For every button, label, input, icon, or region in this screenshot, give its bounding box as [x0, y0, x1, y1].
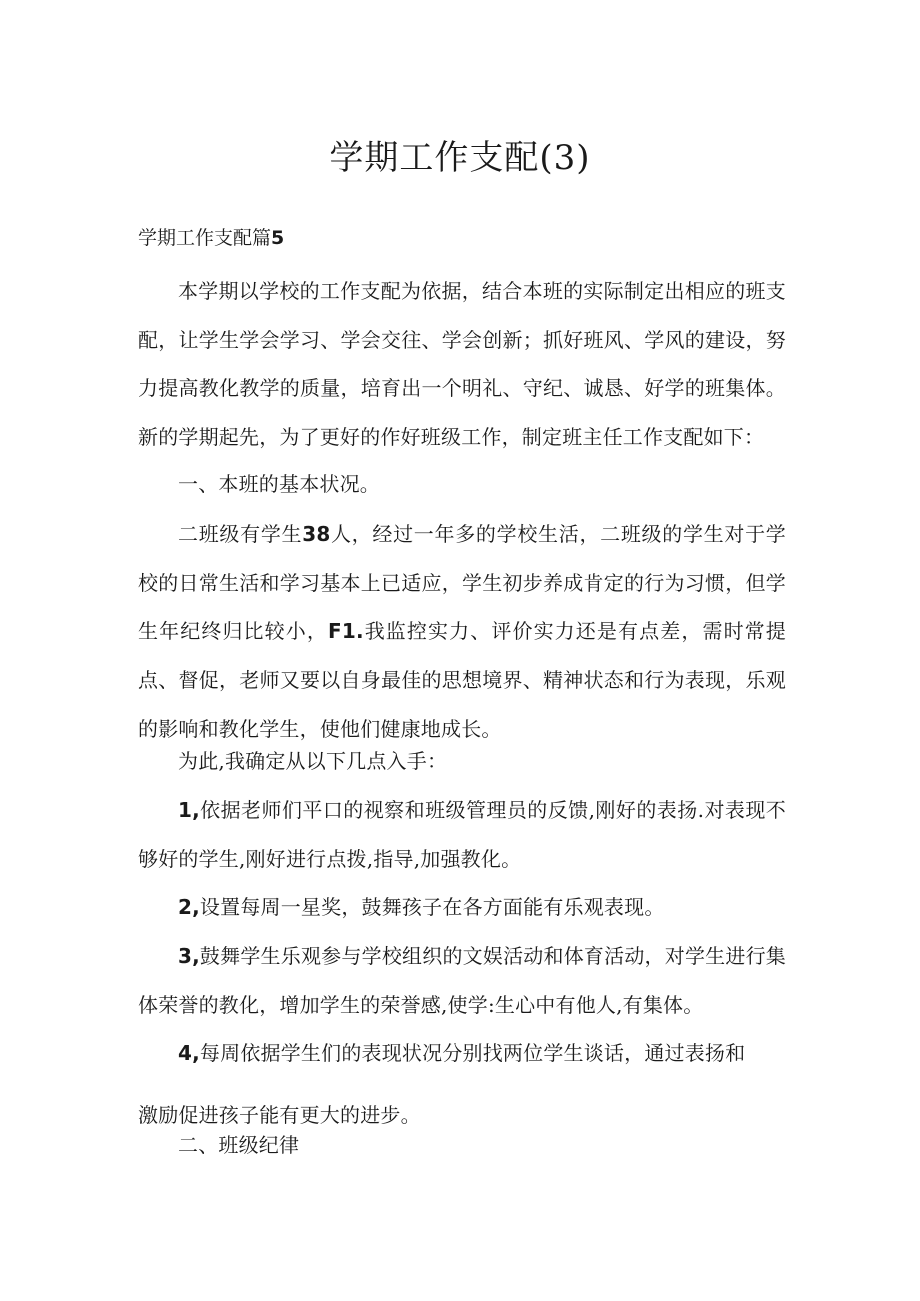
measure-number: 2, — [178, 895, 200, 919]
intro-paragraph: 本学期以学校的工作支配为依据，结合本班的实际制定出相应的班支配，让学生学会学习、学会交往、学会创新；抓好班风、学风的建设，努力提高教化教学的质量，培育出一个明礼、守纪、诚恳、好学的班集体。新的学期起先，为了更好的作好班级工作，制定班主任工作支配如下： — [138, 279, 786, 450]
measure-item — [138, 786, 786, 883]
measure-text: 鼓舞学生乐观参与学校组织的文娱活动和体育活动，对学生进行集体荣誉的教化，增加学生的荣誉感,使学:生心中有他人,有集体。 — [138, 944, 786, 1017]
measure-text: 设置每周一星奖，鼓舞孩子在各方面能有乐观表现。 — [199, 895, 665, 919]
status-paragraph — [138, 510, 786, 754]
measure-text: 每周依据学生们的表现状况分别找两位学生谈话，通过表扬和 — [199, 1041, 746, 1065]
status-text-b: 人，经过一年多的学校生活，二班级的学生对于学校的日常生活和学习基本上已适应，学生初步养成肯定的行为习惯，但学生年纪终归比较小， — [138, 522, 786, 644]
section-heading-number: 5 — [271, 227, 285, 249]
status-code: F1. — [328, 619, 364, 644]
measure-number: 3, — [178, 944, 200, 968]
section-heading — [138, 223, 284, 250]
measure-item — [138, 883, 786, 932]
measure-number: 4, — [178, 1041, 200, 1065]
status-text-a: 二班级有学生 — [178, 522, 303, 546]
student-count: 38 — [302, 522, 331, 546]
document-title: 学期工作支配(3) — [329, 138, 591, 178]
heading-basic-status: 一、本班的基本状况。 — [178, 472, 380, 496]
measure-number: 1, — [178, 798, 200, 822]
measures-intro: 为此,我确定从以下几点入手： — [178, 749, 448, 773]
status-text-c: 我监控实力、评价实力还是有点差，需时常提点、督促，老师又要以自身最佳的思想境界、精神状态和行为表现，乐观的影响和教化学生，使他们健康地成长。 — [138, 619, 786, 741]
measure-continuation: 激励促进孩子能有更大的进步。 — [138, 1103, 421, 1127]
measure-item — [138, 932, 786, 1029]
section-heading-text: 学期工作支配篇 — [138, 227, 272, 249]
measure-item — [138, 1029, 786, 1078]
heading-class-discipline: 二、班级纪律 — [178, 1133, 300, 1157]
measure-text: 依据老师们平口的视察和班级管理员的反馈,刚好的表扬.对表现不够好的学生,刚好进行点拨,指导,加强教化。 — [138, 798, 786, 871]
